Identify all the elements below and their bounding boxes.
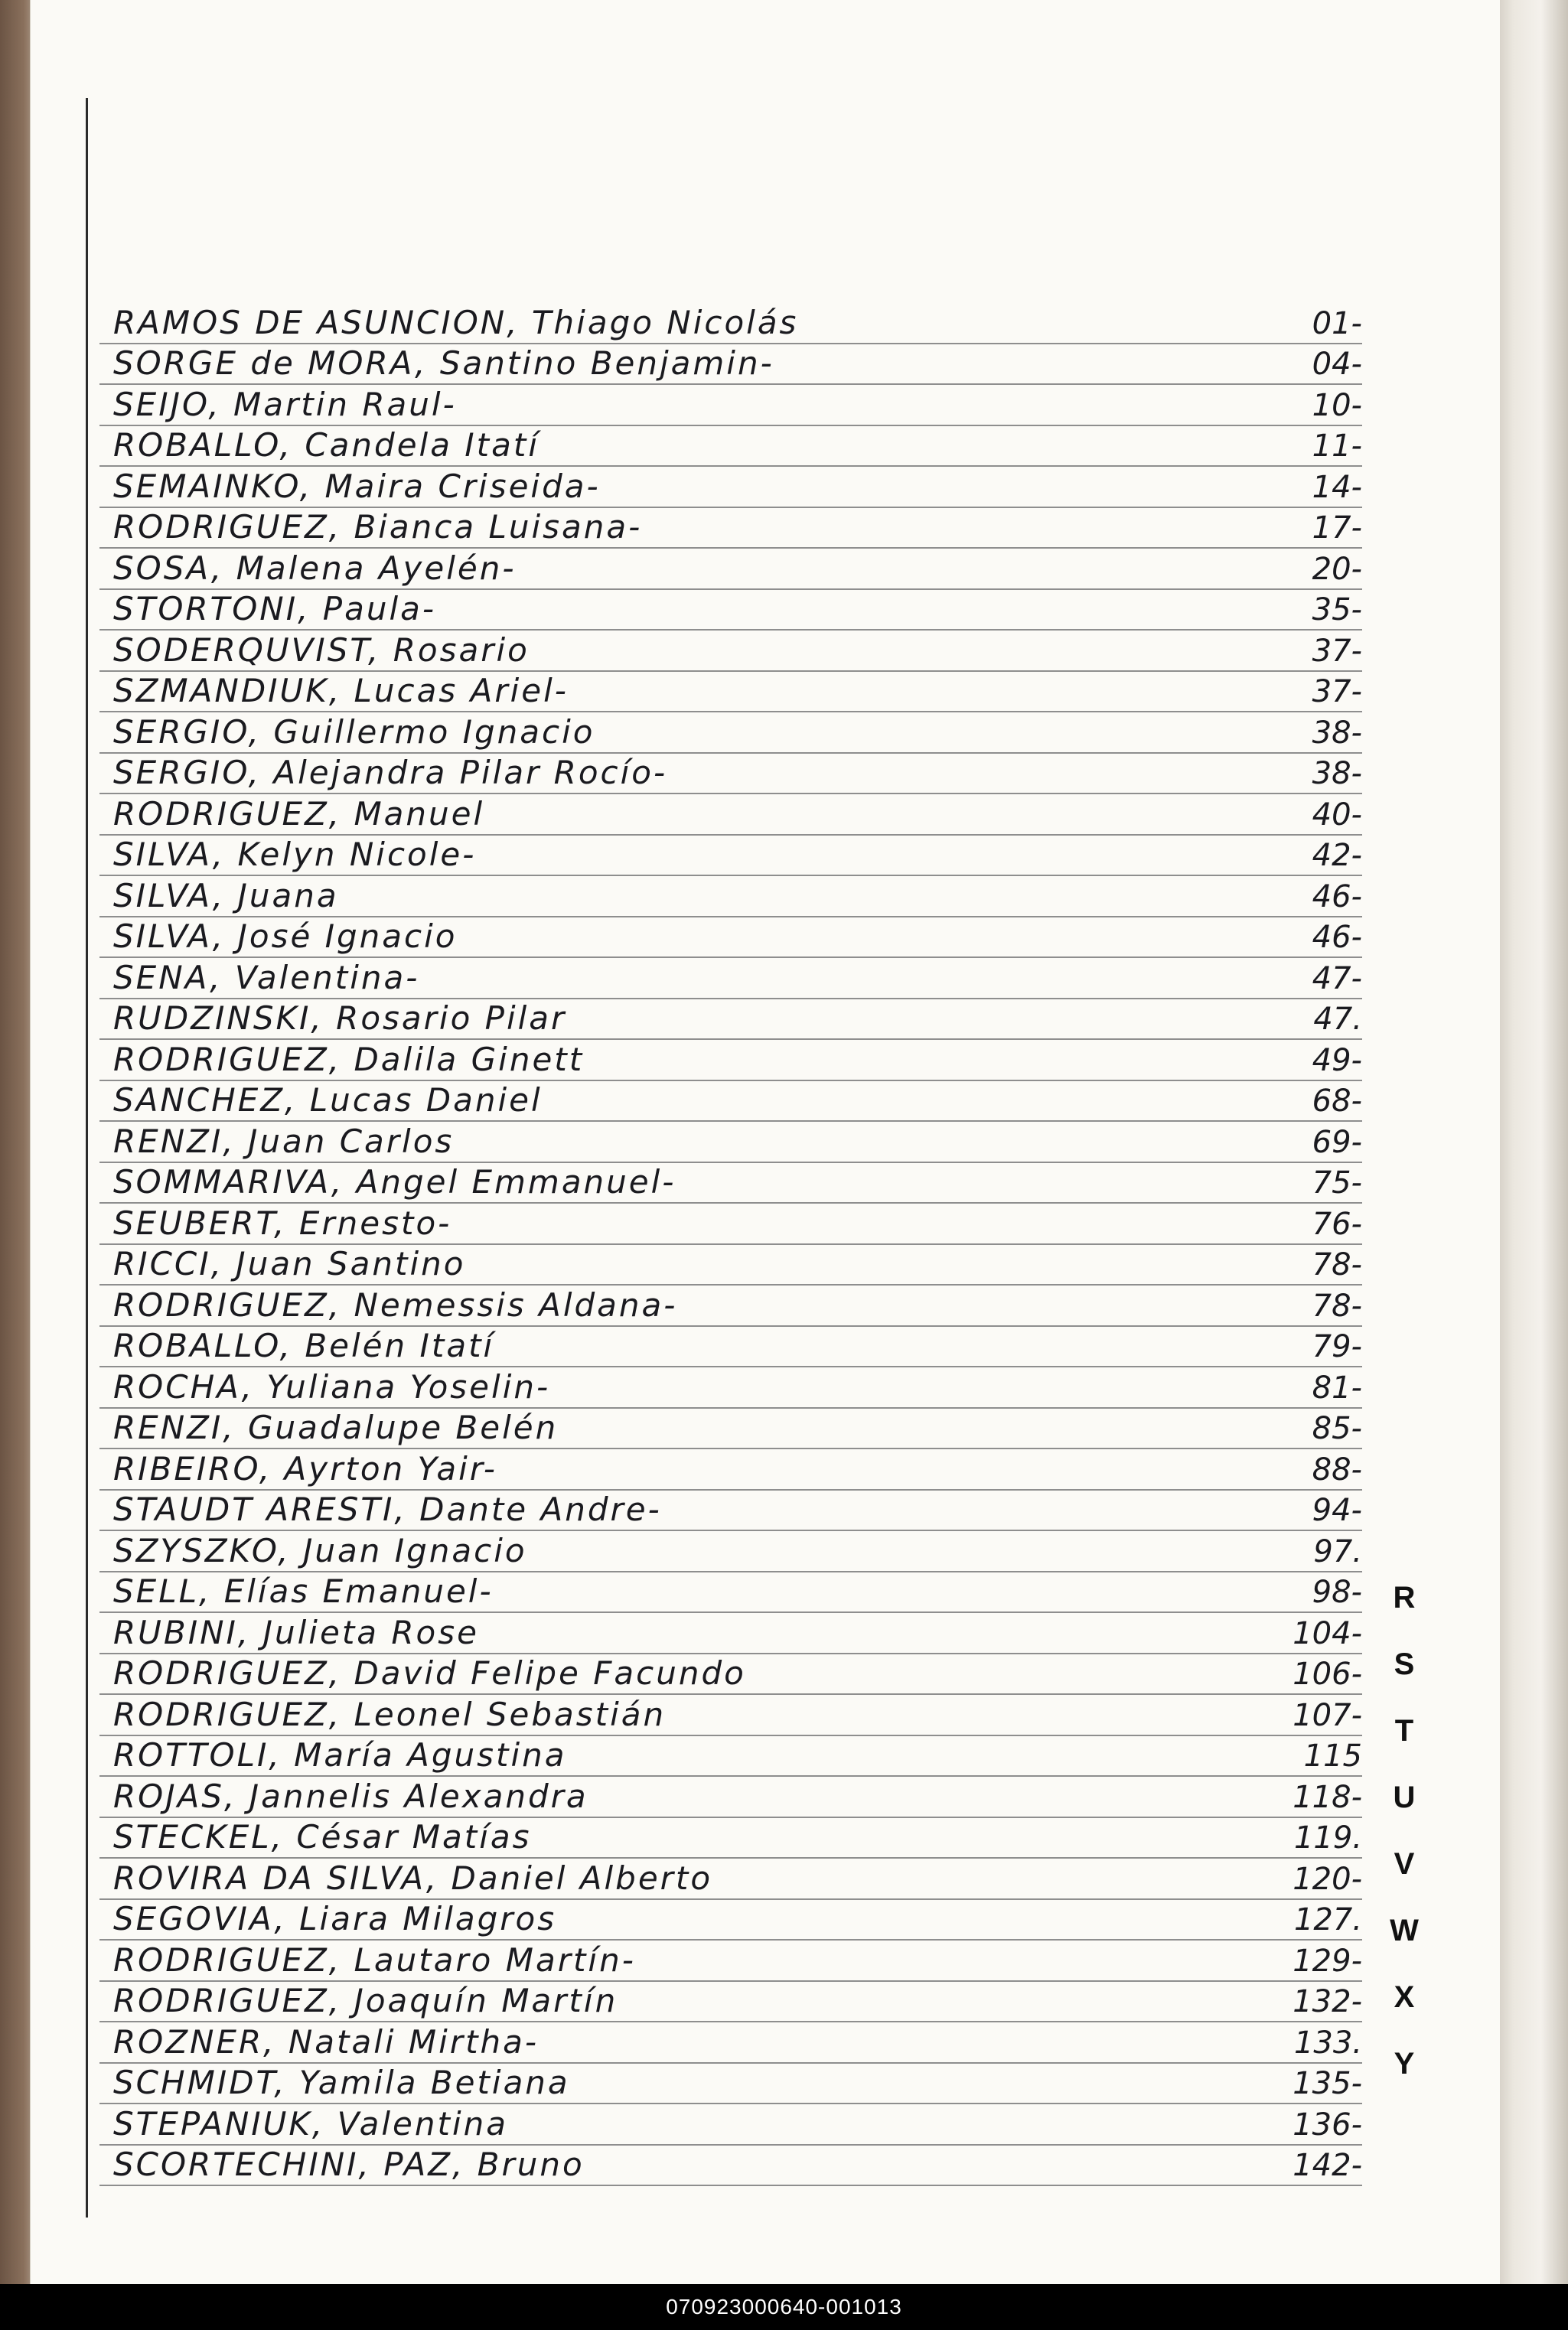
ledger-row — [99, 1613, 1362, 1654]
ledger-row — [99, 1654, 1362, 1696]
entry-number: 37- — [1312, 674, 1362, 709]
entry-name: STAUDT ARESTI, Dante Andre- — [113, 1491, 662, 1528]
ledger-row — [99, 1491, 1362, 1532]
ledger-row — [99, 672, 1362, 713]
entry-number: 88- — [1312, 1452, 1362, 1488]
ledger-row — [99, 1982, 1362, 2023]
ledger-row — [99, 754, 1362, 795]
ledger-row — [99, 999, 1362, 1041]
entry-name: SCORTECHINI, PAZ, Bruno — [113, 2146, 585, 2183]
ledger-row — [99, 1204, 1362, 1245]
page-stack-edge — [1500, 0, 1568, 2284]
index-tab[interactable]: R — [1393, 1581, 1416, 1615]
entry-number: 129- — [1293, 1943, 1362, 1979]
entry-number: 106- — [1293, 1657, 1362, 1692]
entry-name: SOSA, Malena Ayelén- — [113, 549, 517, 587]
entry-name: STORTONI, Paula- — [113, 590, 437, 627]
ledger-row — [99, 1449, 1362, 1491]
entry-number: 01- — [1312, 305, 1362, 341]
ledger-row — [99, 2104, 1362, 2146]
entry-number: 118- — [1293, 1779, 1362, 1815]
entry-name: SILVA, Juana — [113, 876, 339, 914]
entry-name: RIBEIRO, Ayrton Yair- — [113, 1449, 497, 1488]
entry-name: RENZI, Juan Carlos — [113, 1122, 455, 1160]
entry-name: RODRIGUEZ, Lautaro Martín- — [113, 1941, 636, 1979]
ledger-row — [99, 1531, 1362, 1572]
entry-name: SILVA, José Ignacio — [113, 917, 458, 955]
entry-name: SEMAINKO, Maira Criseida- — [113, 467, 601, 505]
entry-number: 20- — [1312, 551, 1362, 587]
entry-number: 42- — [1312, 838, 1362, 873]
ledger-row — [99, 1818, 1362, 1859]
ledger-row — [99, 1736, 1362, 1778]
entry-number: 97. — [1313, 1533, 1362, 1569]
entry-name: RODRIGUEZ, Dalila Ginett — [113, 1040, 585, 1078]
entry-number: 40- — [1312, 797, 1362, 833]
entry-name: SODERQUVIST, Rosario — [113, 631, 530, 669]
entry-name: RUBINI, Julieta Rose — [113, 1613, 479, 1651]
entry-name: ROCHA, Yuliana Yoselin- — [113, 1367, 551, 1406]
entry-number: 47. — [1313, 1002, 1362, 1037]
entry-number: 49- — [1312, 1042, 1362, 1078]
ledger-row — [99, 344, 1362, 386]
entry-number: 85- — [1312, 1411, 1362, 1446]
entry-name: RICCI, Juan Santino — [113, 1245, 466, 1282]
entry-number: 81- — [1312, 1370, 1362, 1406]
entry-number: 11- — [1312, 429, 1362, 464]
entry-number: 46- — [1312, 920, 1362, 955]
entry-name: SANCHEZ, Lucas Daniel — [113, 1081, 543, 1119]
ledger-row — [99, 712, 1362, 754]
entry-name: RAMOS DE ASUNCION, Thiago Nicolás — [113, 303, 799, 341]
entry-name: ROJAS, Jannelis Alexandra — [113, 1777, 588, 1815]
ledger-row — [99, 549, 1362, 590]
entry-number: 68- — [1312, 1084, 1362, 1119]
entry-number: 76- — [1312, 1206, 1362, 1242]
entry-name: SOMMARIVA, Angel Emmanuel- — [113, 1163, 676, 1201]
entry-number: 127. — [1293, 1902, 1362, 1937]
ledger-row — [99, 2064, 1362, 2105]
ledger-row — [99, 1367, 1362, 1409]
entry-name: RENZI, Guadalupe Belén — [113, 1409, 559, 1446]
ledger-row — [99, 1409, 1362, 1450]
entry-number: 136- — [1293, 2107, 1362, 2143]
index-tab[interactable]: Y — [1394, 2047, 1415, 2081]
ledger-row — [99, 1695, 1362, 1736]
entry-name: SELL, Elías Emanuel- — [113, 1572, 494, 1610]
entry-number: 38- — [1312, 715, 1362, 751]
entry-number: 107- — [1293, 1697, 1362, 1733]
entry-name: ROBALLO, Candela Itatí — [113, 426, 540, 464]
entry-number: 75- — [1312, 1165, 1362, 1201]
entry-name: SILVA, Kelyn Nicole- — [113, 836, 477, 873]
ledger-row — [99, 508, 1362, 549]
entry-number: 135- — [1293, 2066, 1362, 2101]
entry-name: ROBALLO, Belén Itatí — [113, 1327, 495, 1364]
entry-number: 04- — [1312, 347, 1362, 382]
entry-name: RODRIGUEZ, Manuel — [113, 794, 485, 833]
entry-name: SZYSZKO, Juan Ignacio — [113, 1531, 527, 1569]
entry-name: ROVIRA DA SILVA, Daniel Alberto — [113, 1859, 713, 1897]
ledger-row — [99, 303, 1362, 344]
ledger-row — [99, 426, 1362, 468]
entry-name: SERGIO, Alejandra Pilar Rocío- — [113, 754, 668, 791]
index-tab[interactable]: U — [1393, 1781, 1416, 1814]
entry-name: SEIJO, Martin Raul- — [113, 385, 457, 423]
ledger-row — [99, 385, 1362, 426]
index-tab[interactable]: T — [1394, 1714, 1414, 1748]
entry-number: 37- — [1312, 633, 1362, 669]
ledger-row — [99, 1777, 1362, 1818]
ledger-row — [99, 1941, 1362, 1982]
ledger-row — [99, 2146, 1362, 2187]
entry-name: RODRIGUEZ, Bianca Luisana- — [113, 508, 643, 546]
ledger-list — [99, 303, 1362, 2186]
ledger-row — [99, 794, 1362, 836]
ledger-row — [99, 1163, 1362, 1204]
entry-number: 79- — [1312, 1329, 1362, 1364]
ledger-row — [99, 958, 1362, 999]
index-tab[interactable]: W — [1390, 1914, 1419, 1947]
entry-name: RODRIGUEZ, Joaquín Martín — [113, 1982, 618, 2019]
entry-name: SENA, Valentina- — [113, 958, 420, 996]
entry-number: 35- — [1312, 592, 1362, 627]
ledger-row — [99, 1572, 1362, 1614]
entry-name: STEPANIUK, Valentina — [113, 2104, 509, 2143]
entry-number: 38- — [1312, 756, 1362, 791]
entry-number: 17- — [1312, 510, 1362, 546]
entry-name: SORGE de MORA, Santino Benjamin- — [113, 344, 774, 382]
entry-name: RUDZINSKI, Rosario Pilar — [113, 999, 567, 1037]
margin-line — [86, 98, 88, 2218]
ledger-row — [99, 836, 1362, 877]
index-tab[interactable]: S — [1394, 1647, 1415, 1681]
entry-number: 69- — [1312, 1124, 1362, 1160]
ledger-row — [99, 1081, 1362, 1123]
entry-number: 104- — [1293, 1615, 1362, 1651]
entry-number: 142- — [1293, 2148, 1362, 2183]
entry-number: 94- — [1312, 1493, 1362, 1528]
entry-number: 78- — [1312, 1288, 1362, 1324]
ledger-row — [99, 1900, 1362, 1941]
entry-name: RODRIGUEZ, Leonel Sebastián — [113, 1695, 667, 1733]
index-tab[interactable]: V — [1394, 1847, 1415, 1881]
document-id: 070923000640-001013 — [666, 2295, 902, 2319]
ledger-row — [99, 590, 1362, 631]
index-tab[interactable]: X — [1394, 1980, 1415, 2014]
ledger-row — [99, 2022, 1362, 2064]
ledger-row — [99, 1286, 1362, 1327]
entry-number: 46- — [1312, 878, 1362, 914]
entry-number: 10- — [1312, 387, 1362, 423]
entry-name: ROZNER, Natali Mirtha- — [113, 2022, 540, 2061]
entry-name: SEGOVIA, Liara Milagros — [113, 1900, 557, 1937]
ledger-row — [99, 1245, 1362, 1286]
entry-name: SCHMIDT, Yamila Betiana — [113, 2064, 570, 2101]
entry-number: 78- — [1312, 1247, 1362, 1282]
entry-name: SZMANDIUK, Lucas Ariel- — [113, 672, 569, 709]
entry-number: 119. — [1293, 1820, 1362, 1856]
entry-number: 132- — [1293, 1984, 1362, 2019]
ledger-row — [99, 1040, 1362, 1081]
entry-number: 14- — [1312, 469, 1362, 505]
entry-name: STECKEL, César Matías — [113, 1818, 532, 1856]
entry-number: 47- — [1312, 960, 1362, 996]
ledger-row — [99, 876, 1362, 917]
alphabet-index-tabs — [1377, 1565, 1431, 2097]
ledger-row — [99, 467, 1362, 508]
entry-number: 115 — [1303, 1739, 1362, 1774]
entry-name: SERGIO, Guillermo Ignacio — [113, 712, 595, 751]
entry-number: 98- — [1312, 1575, 1362, 1610]
entry-number: 120- — [1293, 1861, 1362, 1897]
ledger-row — [99, 1122, 1362, 1163]
entry-name: RODRIGUEZ, Nemessis Aldana- — [113, 1286, 678, 1324]
ledger-row — [99, 631, 1362, 672]
ledger-row — [99, 917, 1362, 959]
entry-name: ROTTOLI, María Agustina — [113, 1736, 567, 1774]
entry-name: RODRIGUEZ, David Felipe Facundo — [113, 1654, 746, 1692]
entry-name: SEUBERT, Ernesto- — [113, 1204, 452, 1242]
entry-number: 133. — [1293, 2025, 1362, 2061]
ledger-row — [99, 1327, 1362, 1368]
ledger-row — [99, 1859, 1362, 1900]
